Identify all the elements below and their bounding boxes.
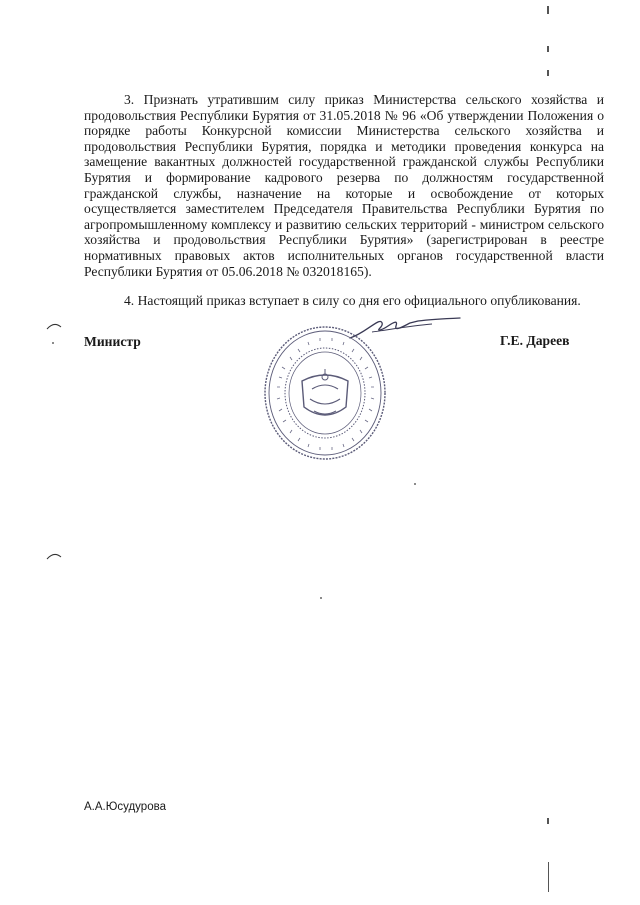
- scan-speck: [414, 483, 416, 485]
- scan-edge-mark: [547, 6, 549, 14]
- signatory-name: Г.Е. Дареев: [500, 333, 570, 348]
- signatory-role: Министр: [84, 334, 141, 349]
- paragraph-4: 4. Настоящий приказ вступает в силу со дня его официального опубликования.: [124, 293, 581, 308]
- scan-edge-mark: [547, 46, 549, 52]
- margin-mark-icon: [46, 322, 62, 330]
- margin-mark-icon: [46, 552, 62, 560]
- scan-edge-mark: [547, 818, 549, 824]
- scan-speck: [320, 597, 322, 599]
- scan-speck: [52, 342, 54, 344]
- emblem-seal-icon: [262, 323, 388, 463]
- executor-name: А.А.Юсудурова: [84, 801, 166, 813]
- scan-edge-mark: [548, 862, 549, 892]
- paragraph-3: 3. Признать утратившим силу приказ Министерства сельского хозяйства и продовольствия Республики Бурятия от 31.05.2018 № 96 «Об утверждении Положения о порядке работы Конкурсной комиссии Министерства сельского хозяйства и продовольствия Республики Бурятия, порядка и методики проведения конкурса на замещение вакантных должностей государственной гражданской службы Республики Бурятия и формирование кадрового резерва по должностям государственной гражданской службы, назначение на которые и освобождение от которых осуществляется заместителем Председателя Правительства Республики Бурятия по агропромышленному комплексу и развитию сельских территорий - министром сельского хозяйства и продовольствия Республики Бурятия» (зарегистрирован в реестре нормативных правовых актов исполнительных органов государственной власти Республики Бурятия от 05.06.2018 № 032018165).: [84, 92, 604, 279]
- scan-edge-mark: [547, 70, 549, 76]
